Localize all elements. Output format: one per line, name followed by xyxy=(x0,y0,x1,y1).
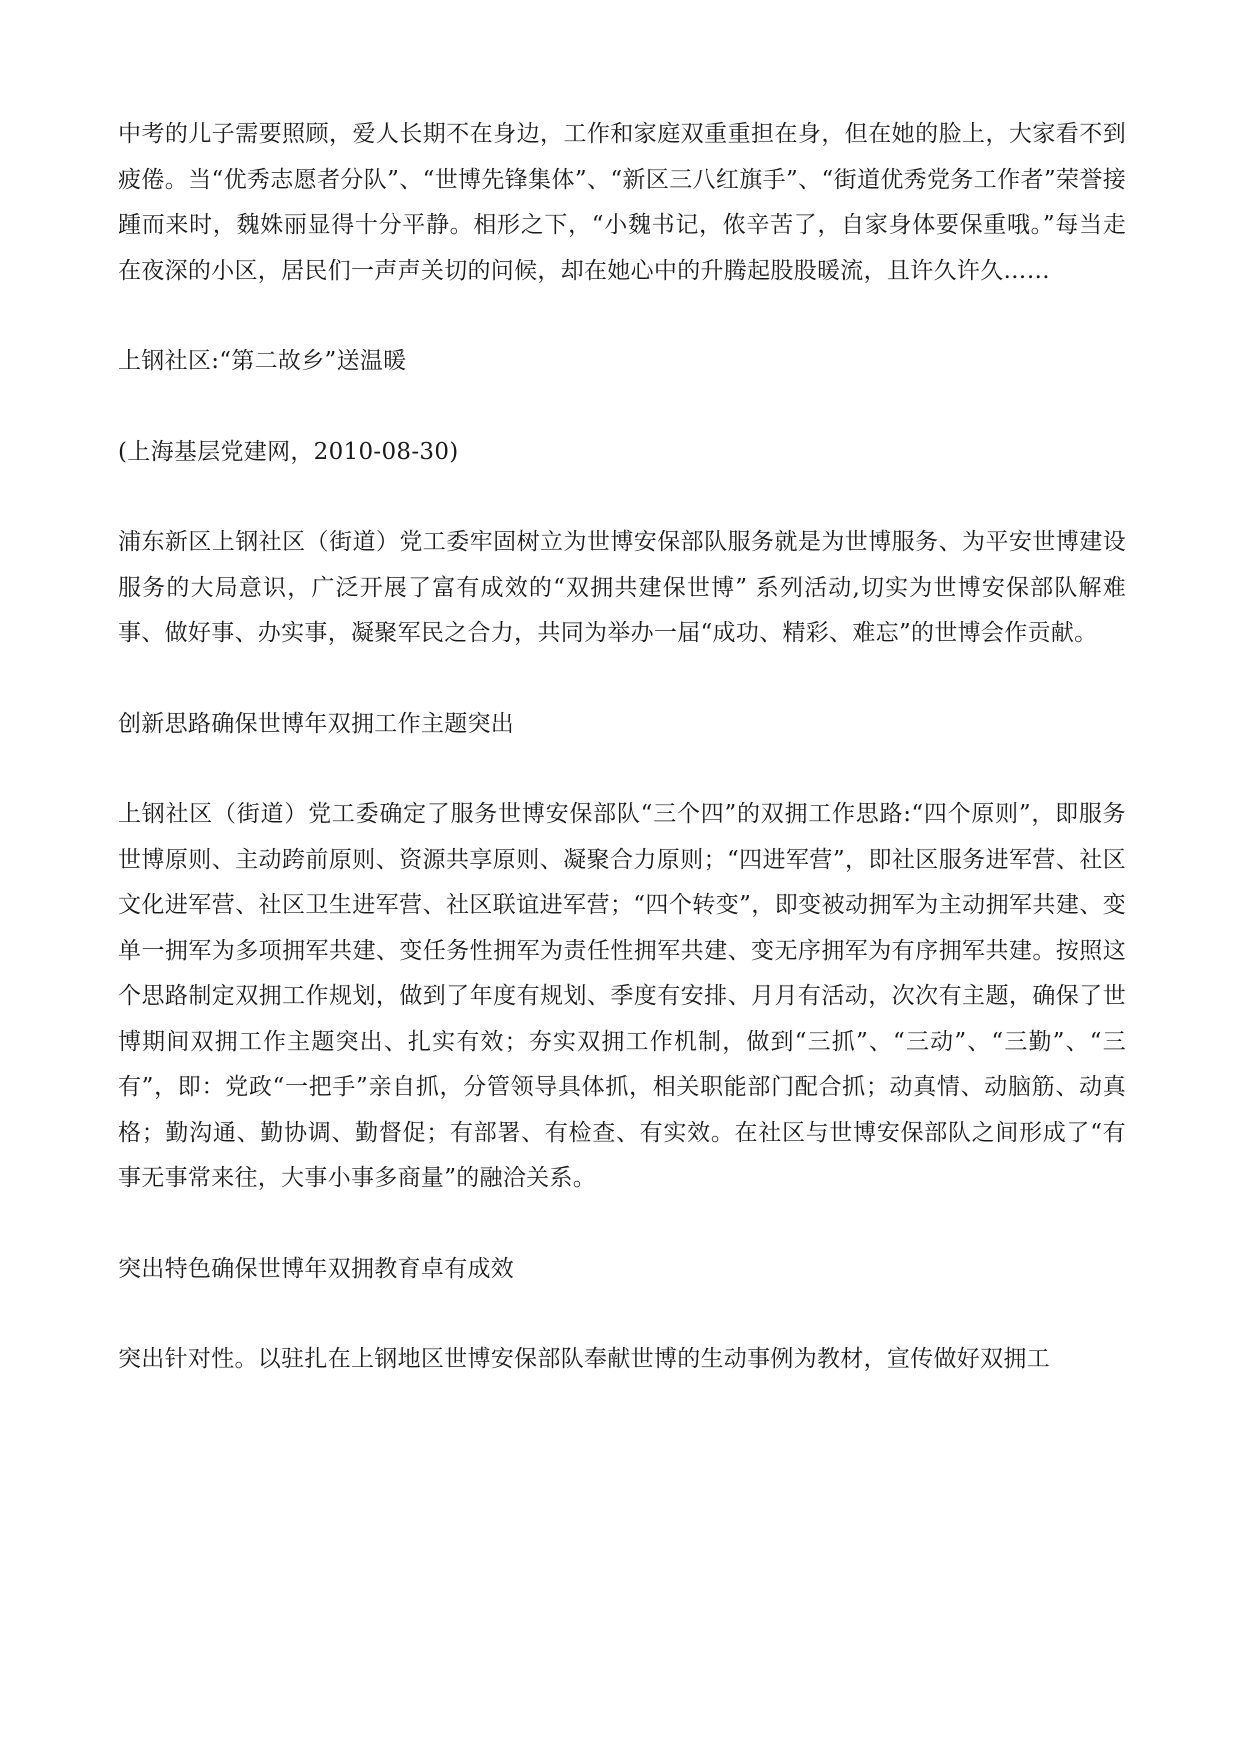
section-heading-education: 突出特色确保世博年双拥教育卓有成效 xyxy=(118,1255,515,1282)
section-heading-innovation: 创新思路确保世博年双拥工作主题突出 xyxy=(118,710,515,737)
paragraph-story-ending: 中考的儿子需要照顾，爱人长期不在身边，工作和家庭双重重担在身，但在她的脸上，大家看不到疲倦。当“优秀志愿者分队”、“世博先锋集体”、“新区三八红旗手”、“街道优秀党务工作者”荣誉接踵而来时，魏姝丽显得十分平静。相形之下，“小魏书记，侬辛苦了，自家身体要保重哦。”每当走在夜深的小区，居民们一声声关切的问候，却在她心中的升腾起股股暖流，且许久许久…… xyxy=(118,121,1126,284)
paragraph-work-ideas: 上钢社区（街道）党工委确定了服务世博安保部队“三个四”的双拥工作思路:“四个原则”，即服务世博原则、主动跨前原则、资源共享原则、凝聚合力原则；“四进军营”，即社区服务进军营、社区文化进军营、社区卫生进军营、社区联谊进军营；“四个转变”，即变被动拥军为主动拥军共建、变单一拥军为多项拥军共建、变任务性拥军为责任性拥军共建、变无序拥军为有序拥军共建。按照这个思路制定双拥工作规划，做到了年度有规划、季度有安排、月月有活动，次次有主题，确保了世博期间双拥工作主题突出、扎实有效；夯实双拥工作机制，做到“三抓”、“三动”、“三勤”、“三有”，即：党政“一把手”亲自抓，分管领导具体抓，相关职能部门配合抓；动真情、动脑筋、动真格；勤沟通、勤协调、勤督促；有部署、有检查、有实效。在社区与世博安保部队之间形成了“有事无事常来往，大事小事多商量”的融洽关系。 xyxy=(118,801,1126,1191)
paragraph-education-start: 突出针对性。以驻扎在上钢地区世博安保部队奉献世博的生动事例为教材，宣传做好双拥工 xyxy=(118,1346,1050,1372)
article-title: 上钢社区:“第二故乡”送温暖 xyxy=(118,348,407,374)
article-source-date: (上海基层党建网，2010-08-30) xyxy=(118,438,459,465)
document-page xyxy=(118,112,1126,1383)
paragraph-intro: 浦东新区上钢社区（街道）党工委牢固树立为世博安保部队服务就是为世博服务、为平安世博建设服务的大局意识，广泛开展了富有成效的“双拥共建保世博” 系列活动,切实为世博安保部队解难事、做好事、办实事，凝聚军民之合力，共同为举办一届“成功、精彩、难忘”的世博会作贡献。 xyxy=(118,529,1126,646)
